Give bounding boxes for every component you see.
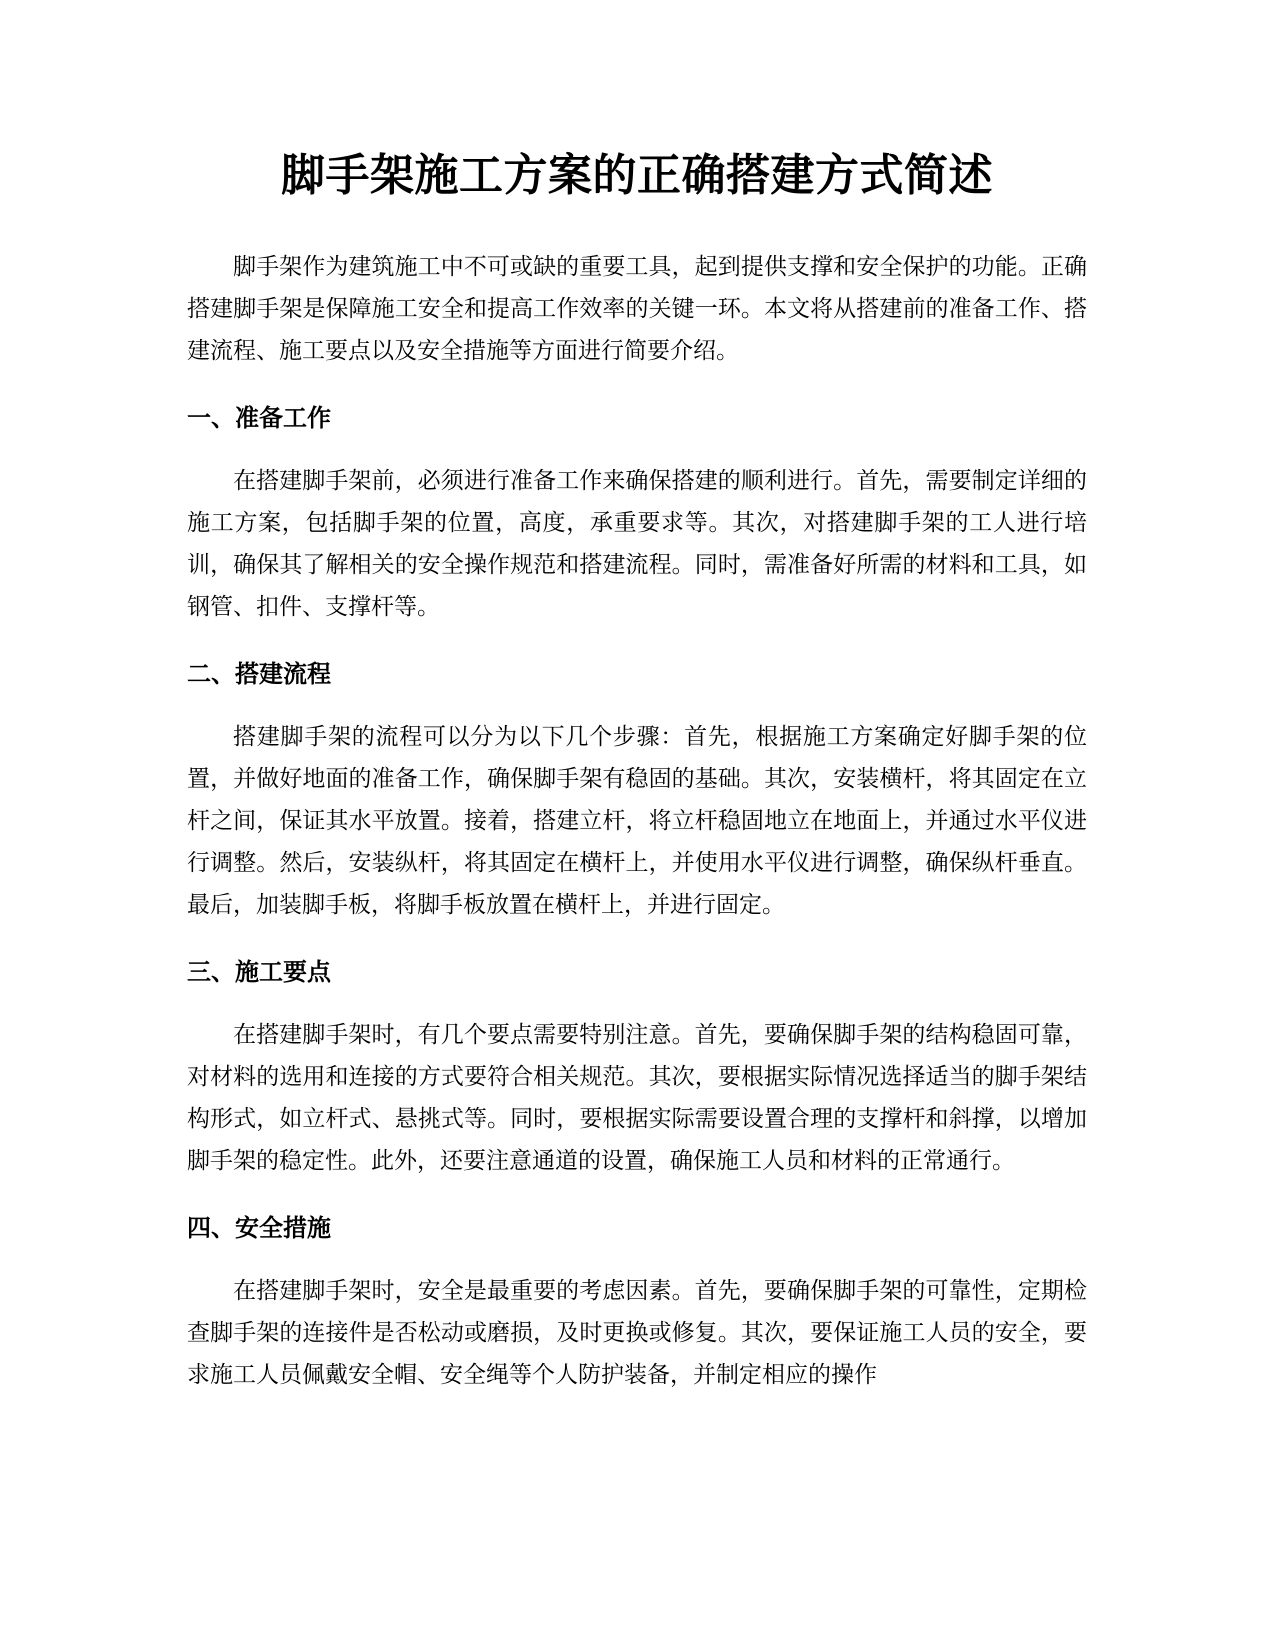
section-body-preparation: 在搭建脚手架前，必须进行准备工作来确保搭建的顺利进行。首先，需要制定详细的施工方案，包括脚手架的位置，高度，承重要求等。其次，对搭建脚手架的工人进行培训，确保其了解相关的安全操作规范和搭建流程。同时，需准备好所需的材料和工具，如钢管、扣件、支撑杆等。 <box>187 468 1087 620</box>
section-body-process: 搭建脚手架的流程可以分为以下几个步骤：首先，根据施工方案确定好脚手架的位置，并做好地面的准备工作，确保脚手架有稳固的基础。其次，安装横杆，将其固定在立杆之间，保证其水平放置。接着，搭建立杆，将立杆稳固地立在地面上，并通过水平仪进行调整。然后，安装纵杆，将其固定在横杆上，并使用水平仪进行调整，确保纵杆垂直。最后，加装脚手板，将脚手板放置在横杆上，并进行固定。 <box>187 724 1087 918</box>
document-title: 脚手架施工方案的正确搭建方式简述 <box>281 150 993 201</box>
section-heading-safety: 四、安全措施 <box>187 1214 331 1242</box>
section-body-key-points: 在搭建脚手架时，有几个要点需要特别注意。首先，要确保脚手架的结构稳固可靠，对材料的选用和连接的方式要符合相关规范。其次，要根据实际情况选择适当的脚手架结构形式，如立杆式、悬挑式等。同时，要根据实际需要设置合理的支撑杆和斜撑，以增加脚手架的稳定性。此外，还要注意通道的设置，确保施工人员和材料的正常通行。 <box>187 1022 1087 1174</box>
section-heading-process: 二、搭建流程 <box>187 660 331 688</box>
document-content <box>187 148 1087 1396</box>
section-heading-key-points: 三、施工要点 <box>187 958 331 986</box>
intro-paragraph: 脚手架作为建筑施工中不可或缺的重要工具，起到提供支撑和安全保护的功能。正确搭建脚手架是保障施工安全和提高工作效率的关键一环。本文将从搭建前的准备工作、搭建流程、施工要点以及安全措施等方面进行简要介绍。 <box>187 254 1087 364</box>
section-heading-preparation: 一、准备工作 <box>187 404 331 432</box>
section-body-safety: 在搭建脚手架时，安全是最重要的考虑因素。首先，要确保脚手架的可靠性，定期检查脚手架的连接件是否松动或磨损，及时更换或修复。其次，要保证施工人员的安全，要求施工人员佩戴安全帽、安全绳等个人防护装备，并制定相应的操作 <box>187 1278 1087 1388</box>
